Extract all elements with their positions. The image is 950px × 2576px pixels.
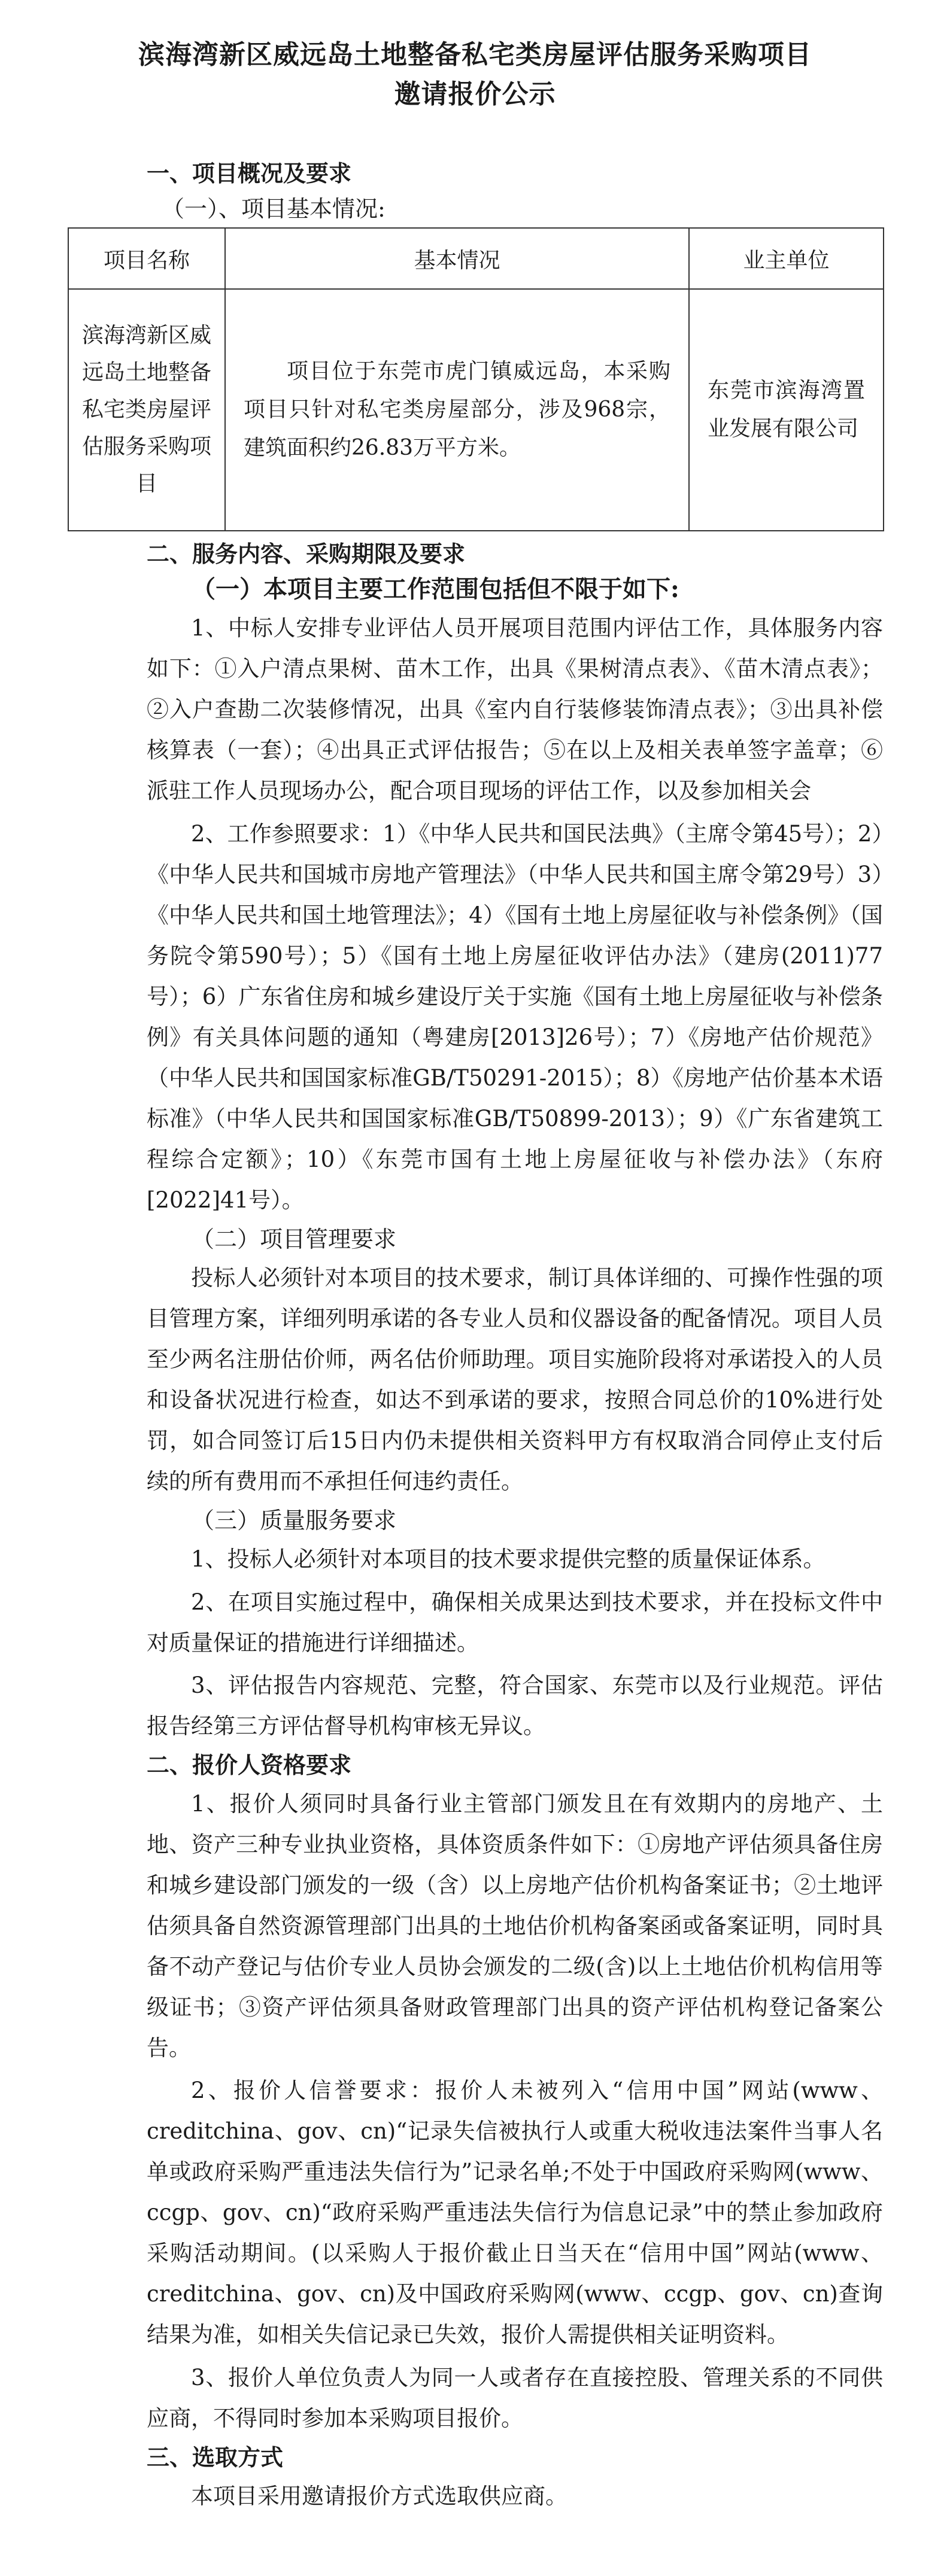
- cell-basic-info: 项目位于东莞市虎门镇威远岛，本采购项目只针对私宅类房屋部分，涉及968宗，建筑面积约26.83万平方米。: [225, 289, 689, 531]
- table-row: [68, 289, 884, 531]
- qualification-paragraph-1: 1、报价人须同时具备行业主管部门颁发且在有效期内的房地产、土地、资产三种专业执业资格，具体资质条件如下：①房地产评估须具备住房和城乡建设部门颁发的一级（含）以上房地产估价机构备案证书；②土地评估须具备自然资源管理部门出具的土地估价机构备案函或备案证明，同时具备不动产登记与估价专业人员协会颁发的二级(含)以上土地估价机构信用等级证书；③资产评估须具备财政管理部门出具的资产评估机构登记备案公告。: [147, 1791, 883, 2061]
- header-project-name: 项目名称: [68, 228, 225, 289]
- management-paragraph: 投标人必须针对本项目的技术要求，制订具体详细的、可操作性强的项目管理方案，详细列明承诺的各专业人员和仪器设备的配备情况。项目人员至少两名注册估价师，两名估价师助理。项目实施阶段将对承诺投入的人员和设备状况进行检查，如达不到承诺的要求，按照合同总价的10%进行处罚，如合同签订后15日内仍未提供相关资料甲方有权取消合同停止支付后续的所有费用而不承担任何违约责任。: [147, 1265, 883, 1494]
- quality-paragraph-2: 2、在项目实施过程中，确保相关成果达到技术要求，并在投标文件中对质量保证的措施进行详细描述。: [147, 1589, 883, 1656]
- document-title-line-2: 邀请报价公示: [394, 79, 556, 110]
- management-heading: （二）项目管理要求: [192, 1225, 397, 1252]
- quality-heading: （三）质量服务要求: [192, 1507, 397, 1534]
- selection-paragraph: 本项目采用邀请报价方式选取供应商。: [191, 2483, 567, 2509]
- scope-paragraph-1: 1、中标人安排专业评估人员开展项目范围内评估工作，具体服务内容如下：①入户清点果树、苗木工作，出具《果树清点表》、《苗木清点表》；②入户查勘二次装修情况，出具《室内自行装修装饰清点表》；③出具补偿核算表（一套）；④出具正式评估报告；⑤在以上及相关表单签字盖章；⑥派驻工作人员现场办公，配合项目现场的评估工作，以及参加相关会: [147, 615, 883, 804]
- section-heading-overview: 一、项目概况及要求: [147, 160, 352, 187]
- qualification-paragraph-credit: 2、报价人信誉要求：报价人未被列入“信用中国”网站(www、creditchina、gov、cn)“记录失信被执行人或重大税收违法案件当事人名单或政府采购严重违法失信行为”记录名单;不处于中国政府采购网(www、ccgp、gov、cn)“政府采购严重违法失信行为信息记录”中的禁止参加政府采购活动期间。(以采购人于报价截止日当天在“信用中国”网站(www、creditchina、gov、cn)及中国政府采购网(www、ccgp、gov、cn)查询结果为准，如相关失信记录已失效，报价人需提供相关证明资料。: [147, 2078, 883, 2348]
- section-heading-selection: 三、选取方式: [147, 2443, 284, 2471]
- scope-paragraph-references: 2、工作参照要求：1）《中华人民共和国民法典》（主席令第45号）；2）《中华人民共和国城市房地产管理法》（中华人民共和国主席令第29号）3）《中华人民共和国土地管理法》；4）《国有土地上房屋征收与补偿条例》（国务院令第590号）；5）《国有土地上房屋征收评估办法》（建房(2011)77号）；6）广东省住房和城乡建设厅关于实施《国有土地上房屋征收与补偿条例》有关具体问题的通知（粤建房[2013]26号）；7）《房地产估价规范》（中华人民共和国国家标准GB/T50291-2015）；8）《房地产估价基本术语标准》（中华人民共和国国家标准GB/T50899-2013）；9）《广东省建筑工程综合定额》；10）《东莞市国有土地上房屋征收与补偿办法》（东府[2022]41号）。: [147, 820, 883, 1213]
- quality-paragraph-1: 1、投标人必须针对本项目的技术要求提供完整的质量保证体系。: [191, 1546, 825, 1573]
- header-basic-info: 基本情况: [225, 228, 689, 289]
- cell-owner: 东莞市滨海湾置业发展有限公司: [689, 289, 884, 531]
- quality-paragraph-3: 3、评估报告内容规范、完整，符合国家、东莞市以及行业规范。评估报告经第三方评估督导机构审核无异议。: [147, 1672, 883, 1739]
- project-info-table: [68, 227, 884, 531]
- section-heading-qualifications: 二、报价人资格要求: [147, 1751, 352, 1778]
- cell-project-name: 滨海湾新区威远岛土地整备私宅类房屋评估服务采购项目: [68, 289, 225, 531]
- table-header-row: [68, 228, 884, 289]
- header-owner: 业主单位: [689, 228, 884, 289]
- section-heading-services: 二、服务内容、采购期限及要求: [147, 540, 466, 567]
- qualification-paragraph-3: 3、报价人单位负责人为同一人或者存在直接控股、管理关系的不同供应商，不得同时参加本采购项目报价。: [147, 2364, 883, 2431]
- subsection-basic-info: （一）、项目基本情况:: [162, 196, 386, 223]
- scope-heading: （一）本项目主要工作范围包括但不限于如下:: [192, 575, 679, 604]
- document-title-line-1: 滨海湾新区威远岛土地整备私宅类房屋评估服务采购项目: [138, 39, 812, 70]
